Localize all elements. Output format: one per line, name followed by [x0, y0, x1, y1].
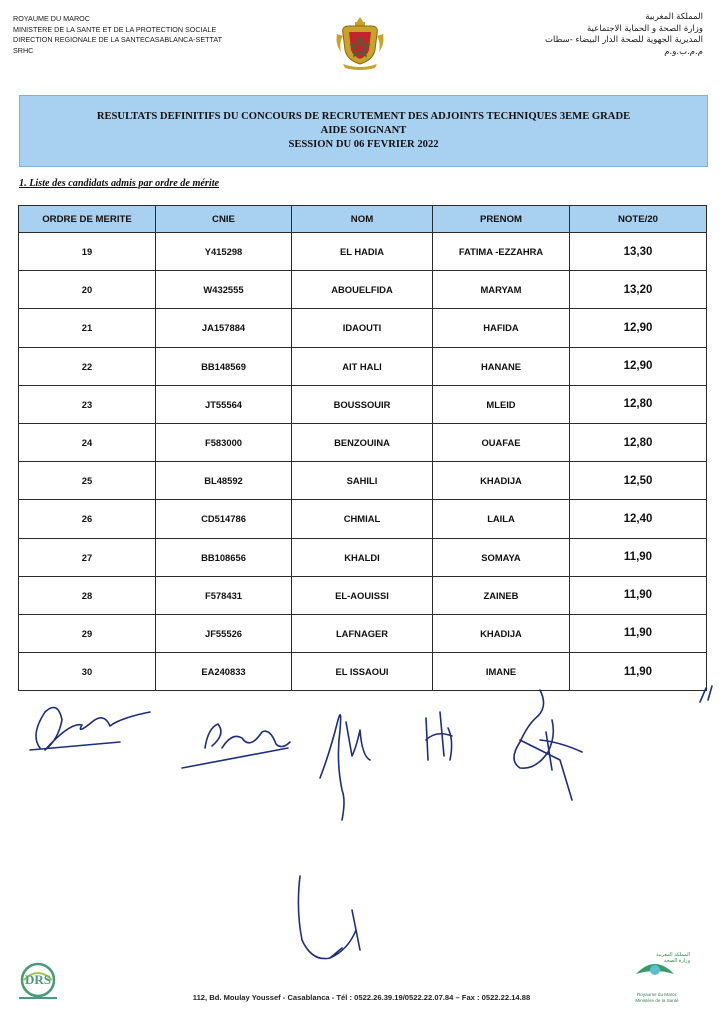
rank-cell: 27	[19, 538, 156, 576]
signature-7	[298, 876, 360, 959]
note-cell: 12,80	[570, 423, 707, 461]
rank-cell: 21	[19, 309, 156, 347]
prenom-cell: ZAINEB	[433, 576, 570, 614]
note-cell: 13,20	[570, 271, 707, 309]
prenom-cell: FATIMA -EZZAHRA	[433, 233, 570, 271]
table-row	[19, 233, 707, 271]
header-left-line: ROYAUME DU MAROC	[13, 14, 90, 23]
cnie-cell: W432555	[156, 271, 292, 309]
results-table	[18, 205, 707, 691]
table-row	[19, 500, 707, 538]
table-row	[19, 614, 707, 652]
table-header-row	[19, 206, 707, 233]
prenom-cell: HANANE	[433, 347, 570, 385]
signature-2	[182, 724, 290, 768]
header-left-line: DIRECTION REGIONALE DE LA SANTECASABLANCA-SETTAT	[13, 35, 223, 44]
nom-cell: EL HADIA	[292, 233, 433, 271]
nom-cell: EL ISSAOUI	[292, 653, 433, 691]
title-line: RESULTATS DEFINITIFS DU CONCOURS DE RECRUTEMENT DES ADJOINTS TECHNIQUES 3EME GRADE	[96, 111, 631, 122]
rank-cell: 25	[19, 462, 156, 500]
column-header-note: NOTE/20	[570, 206, 707, 233]
header-right-line: المملكة المغربية	[645, 12, 703, 22]
column-header-nom: NOM	[292, 206, 433, 233]
table-row	[19, 347, 707, 385]
rank-cell: 22	[19, 347, 156, 385]
ministry-logo-arabic	[640, 952, 690, 964]
cnie-cell: JT55564	[156, 385, 292, 423]
rank-cell: 20	[19, 271, 156, 309]
nom-cell: BENZOUINA	[292, 423, 433, 461]
prenom-cell: SOMAYA	[433, 538, 570, 576]
ministry-fr-line: Royaume du Maroc	[636, 992, 678, 997]
header-left	[13, 14, 222, 56]
cnie-cell: BB108656	[156, 538, 292, 576]
table-row	[19, 385, 707, 423]
note-cell: 12,90	[570, 309, 707, 347]
nom-cell: KHALDI	[292, 538, 433, 576]
prenom-cell: LAILA	[433, 500, 570, 538]
cnie-cell: F583000	[156, 423, 292, 461]
cnie-cell: EA240833	[156, 653, 292, 691]
prenom-cell: KHADIJA	[433, 614, 570, 652]
nom-cell: ABOUELFIDA	[292, 271, 433, 309]
header-right	[545, 12, 703, 58]
table-row	[19, 576, 707, 614]
signature-1	[30, 708, 150, 751]
header-right-line: المديرية الجهوية للصحة الدار البيضاء -سطات	[545, 35, 703, 45]
rank-cell: 23	[19, 385, 156, 423]
ministry-ar-line: المملكة المغربية	[656, 952, 690, 958]
note-cell: 12,90	[570, 347, 707, 385]
signature-3	[320, 715, 370, 820]
header-right-line: م.م.ب.و.م	[664, 46, 703, 57]
prenom-cell: HAFIDA	[433, 309, 570, 347]
column-header-rank: ORDRE DE MERITE	[19, 206, 156, 233]
table-row	[19, 309, 707, 347]
prenom-cell: MLEID	[433, 385, 570, 423]
cnie-cell: F578431	[156, 576, 292, 614]
title-banner	[19, 95, 708, 167]
note-cell: 13,30	[570, 233, 707, 271]
table-row	[19, 538, 707, 576]
note-cell: 12,40	[570, 500, 707, 538]
signature-4	[426, 712, 452, 760]
note-cell: 12,50	[570, 462, 707, 500]
note-cell: 11,90	[570, 614, 707, 652]
nom-cell: AIT HALI	[292, 347, 433, 385]
drs-logo-text: DRS	[24, 972, 51, 987]
nom-cell: EL-AOUISSI	[292, 576, 433, 614]
list-subtitle: 1. Liste des candidats admis par ordre de mérite	[19, 178, 220, 189]
header-left-line: MINISTERE DE LA SANTE ET DE LA PROTECTION SOCIALE	[13, 24, 217, 34]
cnie-cell: BL48592	[156, 462, 292, 500]
title-line: AIDE SOIGNANT	[320, 125, 407, 136]
nom-cell: CHMIAL	[292, 500, 433, 538]
cnie-cell: CD514786	[156, 500, 292, 538]
cnie-cell: JF55526	[156, 614, 292, 652]
rank-cell: 26	[19, 500, 156, 538]
title-line: SESSION DU 06 FEVRIER 2022	[288, 139, 439, 150]
prenom-cell: OUAFAE	[433, 423, 570, 461]
cnie-cell: BB148569	[156, 347, 292, 385]
cnie-cell: Y415298	[156, 233, 292, 271]
header-left-line: SRHC	[13, 45, 34, 55]
royal-emblem-icon	[333, 14, 387, 70]
header-right-line: وزارة الصحة و الحماية الاجتماعية	[587, 23, 703, 34]
note-cell: 12,80	[570, 385, 707, 423]
nom-cell: SAHILI	[292, 462, 433, 500]
table-row	[19, 423, 707, 461]
rank-cell: 28	[19, 576, 156, 614]
note-cell: 11,90	[570, 538, 707, 576]
note-cell: 11,90	[570, 653, 707, 691]
nom-cell: BOUSSOUIR	[292, 385, 433, 423]
prenom-cell: MARYAM	[433, 271, 570, 309]
rank-cell: 24	[19, 423, 156, 461]
cnie-cell: JA157884	[156, 309, 292, 347]
rank-cell: 29	[19, 614, 156, 652]
nom-cell: IDAOUTI	[292, 309, 433, 347]
prenom-cell: IMANE	[433, 653, 570, 691]
note-cell: 11,90	[570, 576, 707, 614]
table-row	[19, 271, 707, 309]
nom-cell: LAFNAGER	[292, 614, 433, 652]
footer-address: 112, Bd. Moulay Youssef - Casablanca - Tél : 0522.26.39.19/0522.22.07.84 – Fax : 0522.22.14.88	[192, 993, 531, 1002]
table-row	[19, 653, 707, 691]
rank-cell: 19	[19, 233, 156, 271]
signature-5	[514, 690, 582, 800]
ministry-ar-line: وزارة الصحة	[664, 958, 690, 964]
rank-cell: 30	[19, 653, 156, 691]
prenom-cell: KHADIJA	[433, 462, 570, 500]
column-header-cnie: CNIE	[156, 206, 292, 233]
ministry-fr-line: Ministère de la Santé	[635, 997, 679, 1003]
table-row	[19, 462, 707, 500]
column-header-prenom: PRENOM	[433, 206, 570, 233]
